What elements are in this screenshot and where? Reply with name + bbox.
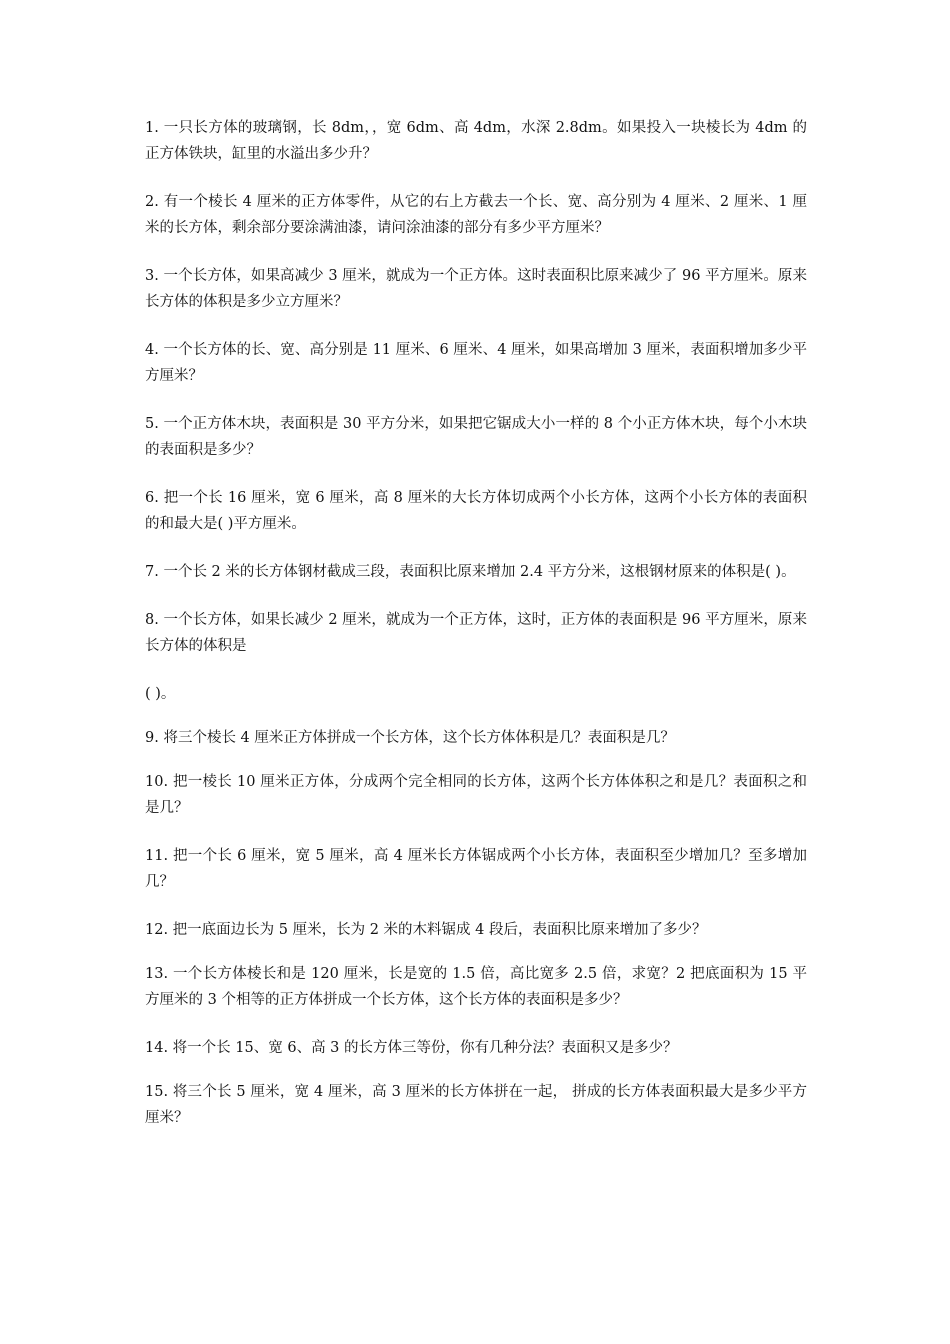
- problem-4: 4. 一个长方体的长、宽、高分别是 11 厘米、6 厘米、4 厘米，如果高增加 3 厘米，表面积增加多少平方厘米？: [145, 342, 807, 384]
- problem-9: 9. 将三个棱长 4 厘米正方体拼成一个长方体，这个长方体体积是几？表面积是几？: [145, 730, 675, 746]
- problem-7: 7. 一个长 2 米的长方体钢材截成三段，表面积比原来增加 2.4 平方分米，这根钢材原来的体积是( )。: [145, 564, 796, 580]
- problem-5: 5. 一个正方体木块，表面积是 30 平方分米，如果把它锯成大小一样的 8 个小正方体木块，每个小木块的表面积是多少？: [145, 416, 807, 458]
- problem-2: 2. 有一个棱长 4 厘米的正方体零件，从它的右上方截去一个长、宽、高分别为 4 厘米、2 厘米、1 厘米的长方体，剩余部分要涂满油漆，请问涂油漆的部分有多少平方厘米？: [145, 194, 807, 236]
- problem-8-blank: ( )。: [145, 686, 176, 702]
- problem-14: 14. 将一个长 15、宽 6、高 3 的长方体三等份，你有几种分法？表面积又是多少？: [145, 1040, 678, 1056]
- problem-3: 3. 一个长方体，如果高减少 3 厘米，就成为一个正方体。这时表面积比原来减少了 96 平方厘米。原来长方体的体积是多少立方厘米？: [145, 268, 807, 310]
- problem-6: 6. 把一个长 16 厘米，宽 6 厘米，高 8 厘米的大长方体切成两个小长方体，这两个小长方体的表面积的和最大是( )平方厘米。: [145, 490, 807, 532]
- problem-15: 15. 将三个长 5 厘米，宽 4 厘米，高 3 厘米的长方体拼在一起， 拼成的长方体表面积最大是多少平方厘米？: [145, 1084, 807, 1126]
- problem-list: [145, 115, 807, 1153]
- problem-8: 8. 一个长方体，如果长减少 2 厘米，就成为一个正方体，这时，正方体的表面积是 96 平方厘米，原来长方体的体积是: [145, 612, 807, 654]
- problem-1: 1. 一只长方体的玻璃钢，长 8dm，，宽 6dm、高 4dm，水深 2.8dm。如果投入一块棱长为 4dm 的正方体铁块，缸里的水溢出多少升？: [145, 120, 807, 162]
- problem-12: 12. 把一底面边长为 5 厘米，长为 2 米的木料锯成 4 段后，表面积比原来增加了多少？: [145, 922, 707, 938]
- problem-10: 10. 把一棱长 10 厘米正方体，分成两个完全相同的长方体，这两个长方体体积之和是几？表面积之和是几？: [145, 774, 807, 816]
- problem-11: 11. 把一个长 6 厘米，宽 5 厘米，高 4 厘米长方体锯成两个小长方体，表面积至少增加几？至多增加几？: [145, 848, 807, 890]
- problem-13: 13. 一个长方体棱长和是 120 厘米，长是宽的 1.5 倍，高比宽多 2.5 倍，求宽？2 把底面积为 15 平方厘米的 3 个相等的正方体拼成一个长方体，这个长方体的表面积是多少？: [145, 966, 807, 1008]
